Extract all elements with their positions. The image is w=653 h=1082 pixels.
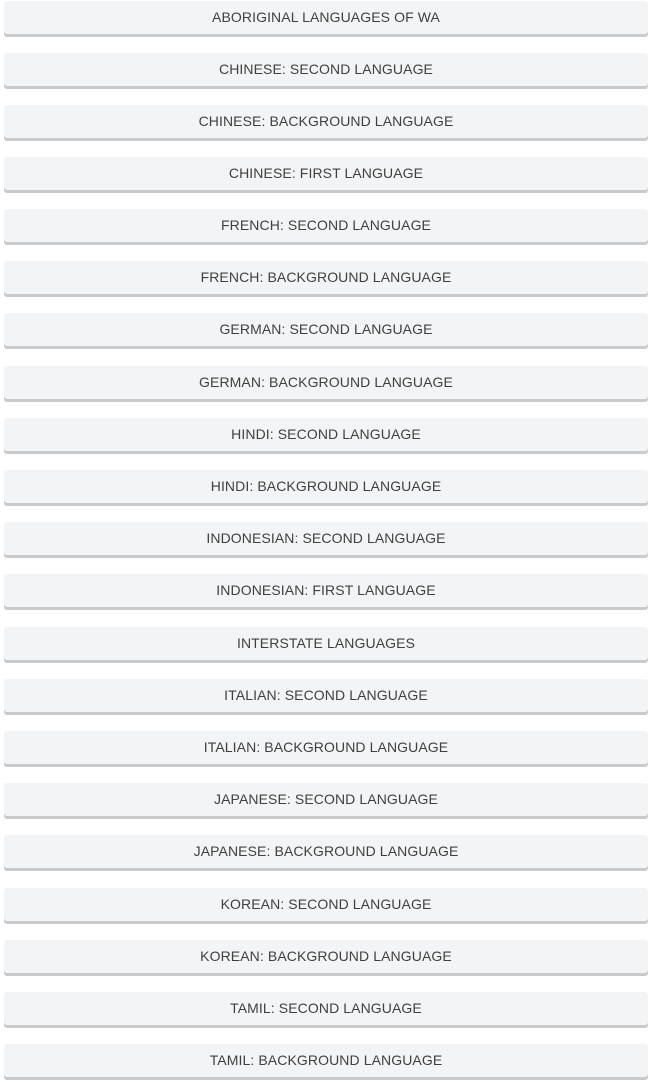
language-button-interstate-languages[interactable]: INTERSTATE LANGUAGES: [4, 627, 648, 663]
language-button-french-background-language[interactable]: FRENCH: BACKGROUND LANGUAGE: [4, 261, 648, 297]
language-button-hindi-background-language[interactable]: HINDI: BACKGROUND LANGUAGE: [4, 470, 648, 506]
language-button-german-background-language[interactable]: GERMAN: BACKGROUND LANGUAGE: [4, 366, 648, 402]
language-button-aboriginal-languages-of-wa[interactable]: ABORIGINAL LANGUAGES OF WA: [4, 1, 648, 37]
language-button-tamil-second-language[interactable]: TAMIL: SECOND LANGUAGE: [4, 992, 648, 1028]
language-button-japanese-second-language[interactable]: JAPANESE: SECOND LANGUAGE: [4, 783, 648, 819]
language-button-german-second-language[interactable]: GERMAN: SECOND LANGUAGE: [4, 313, 648, 349]
language-button-italian-background-language[interactable]: ITALIAN: BACKGROUND LANGUAGE: [4, 731, 648, 767]
language-button-chinese-first-language[interactable]: CHINESE: FIRST LANGUAGE: [4, 157, 648, 193]
language-button-italian-second-language[interactable]: ITALIAN: SECOND LANGUAGE: [4, 679, 648, 715]
language-button-chinese-background-language[interactable]: CHINESE: BACKGROUND LANGUAGE: [4, 105, 648, 141]
language-button-korean-background-language[interactable]: KOREAN: BACKGROUND LANGUAGE: [4, 940, 648, 976]
language-button-french-second-language[interactable]: FRENCH: SECOND LANGUAGE: [4, 209, 648, 245]
language-button-indonesian-second-language[interactable]: INDONESIAN: SECOND LANGUAGE: [4, 522, 648, 558]
language-button-korean-second-language[interactable]: KOREAN: SECOND LANGUAGE: [4, 888, 648, 924]
language-button-indonesian-first-language[interactable]: INDONESIAN: FIRST LANGUAGE: [4, 574, 648, 610]
language-button-japanese-background-language[interactable]: JAPANESE: BACKGROUND LANGUAGE: [4, 835, 648, 871]
language-button-chinese-second-language[interactable]: CHINESE: SECOND LANGUAGE: [4, 53, 648, 89]
language-button-tamil-background-language[interactable]: TAMIL: BACKGROUND LANGUAGE: [4, 1044, 648, 1080]
language-button-hindi-second-language[interactable]: HINDI: SECOND LANGUAGE: [4, 418, 648, 454]
